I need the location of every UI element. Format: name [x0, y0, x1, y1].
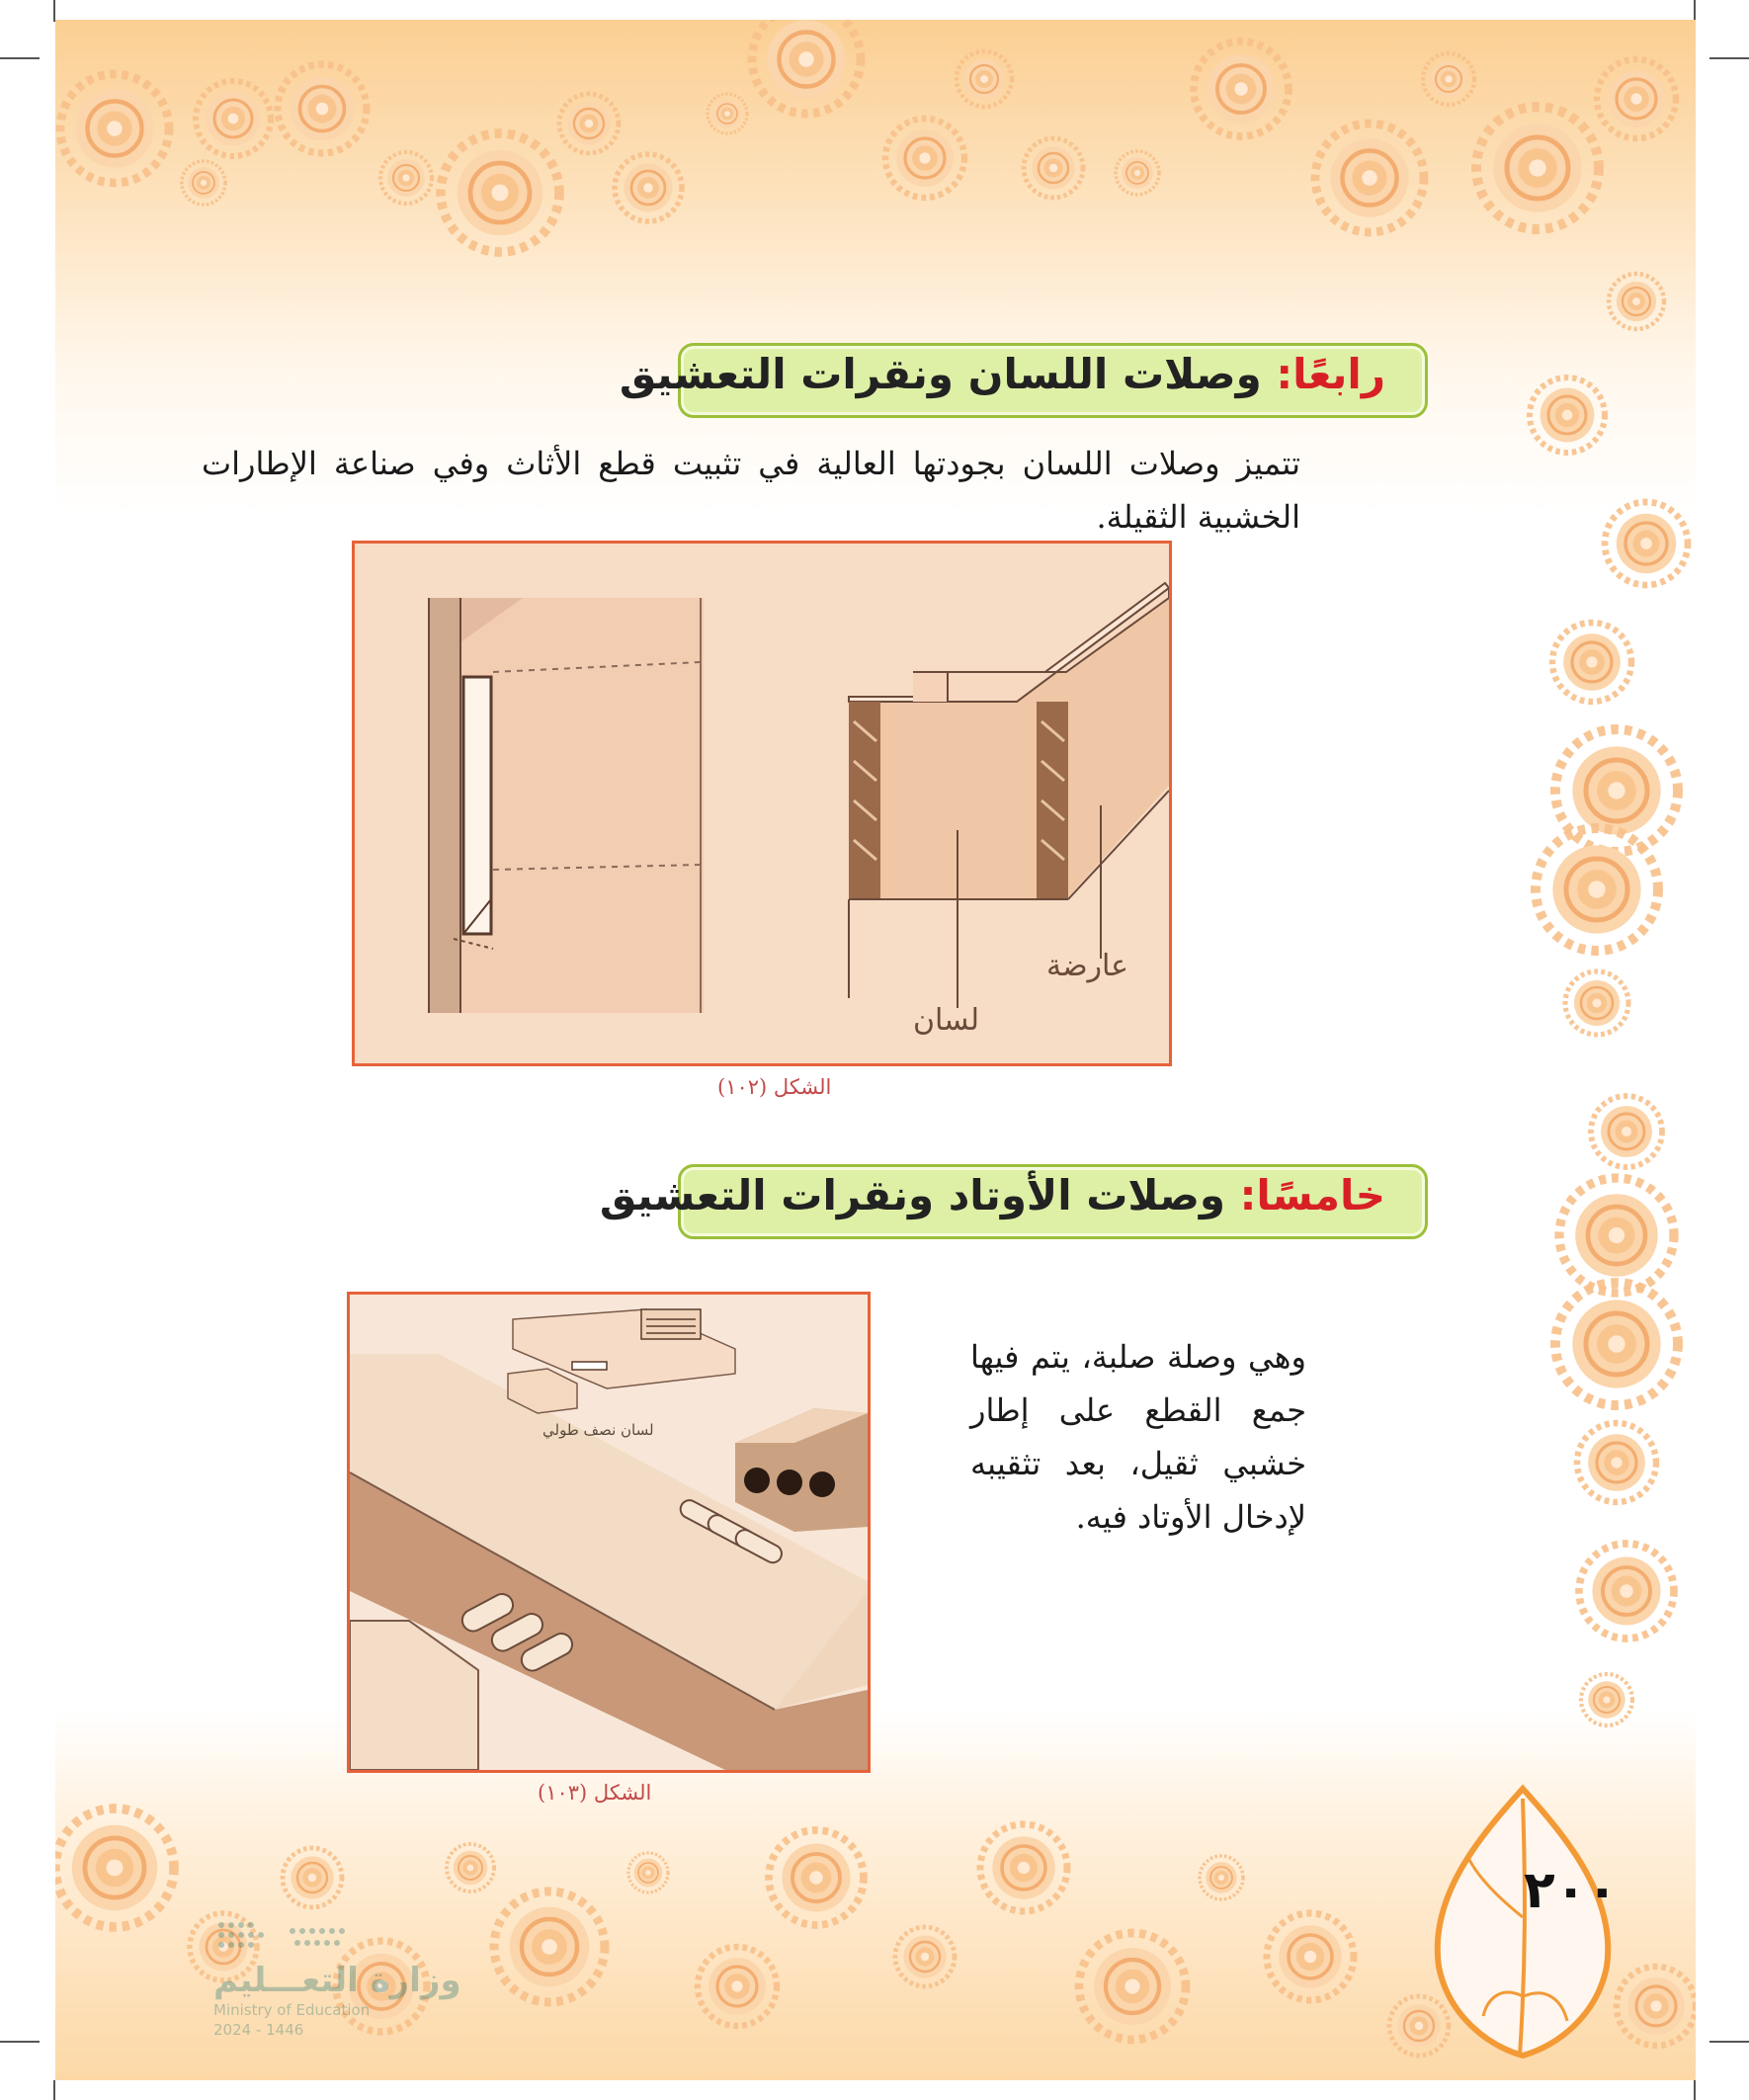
- crop-mark: [1709, 2041, 1749, 2043]
- crop-mark: [0, 2041, 40, 2043]
- figure-caption: الشكل (١٠٢): [717, 1075, 832, 1099]
- textbook-page: [55, 20, 1696, 2080]
- crop-mark: [1694, 0, 1696, 22]
- ministry-watermark: [213, 1917, 461, 2040]
- section-heading-text: خامسًا: وصلات الأوتاد ونقرات التعشيق: [599, 1171, 1385, 1219]
- crop-mark: [1709, 57, 1749, 59]
- ministry-name-arabic: وزارة التعـــليم: [213, 1961, 461, 2000]
- ministry-name-english: Ministry of Education: [213, 2001, 371, 2019]
- section-paragraph: وهي وصلة صلبة، يتم فيها جمع القطع على إطار خشبي ثقيل، بعد تثقيبه لإدخال الأوتاد فيه.: [970, 1338, 1306, 1536]
- figure-illustration: [355, 544, 1169, 1063]
- figure-label-half-tongue: لسان نصف طولي: [542, 1421, 654, 1439]
- figure-illustration: [350, 1295, 868, 1770]
- figure-dowel-joint: [347, 1292, 871, 1773]
- figure-caption: الشكل (١٠٣): [538, 1781, 652, 1805]
- section-paragraph: تتميز وصلات اللسان بجودتها العالية في تثبيت قطع الأثاث وفي صناعة الإطارات الخشبية الثقيلة.: [202, 445, 1300, 536]
- figure-label-rail: عارضة: [1046, 949, 1129, 983]
- ministry-year: 2024 - 1446: [213, 2021, 304, 2039]
- section-heading-text: رابعًا: وصلات اللسان ونقرات التعشيق: [619, 350, 1385, 398]
- ministry-logo-icon: [213, 1917, 362, 1957]
- figure-label-tongue: لسان: [913, 1003, 980, 1038]
- section-heading: [599, 1164, 1428, 1239]
- figure-tongue-joint: [352, 541, 1172, 1066]
- page-number: ٢٠٠: [1524, 1861, 1619, 1920]
- crop-mark: [1694, 2080, 1696, 2100]
- crop-mark: [53, 2080, 55, 2100]
- crop-mark: [0, 57, 40, 59]
- section-heading: [619, 343, 1428, 418]
- crop-mark: [53, 0, 55, 22]
